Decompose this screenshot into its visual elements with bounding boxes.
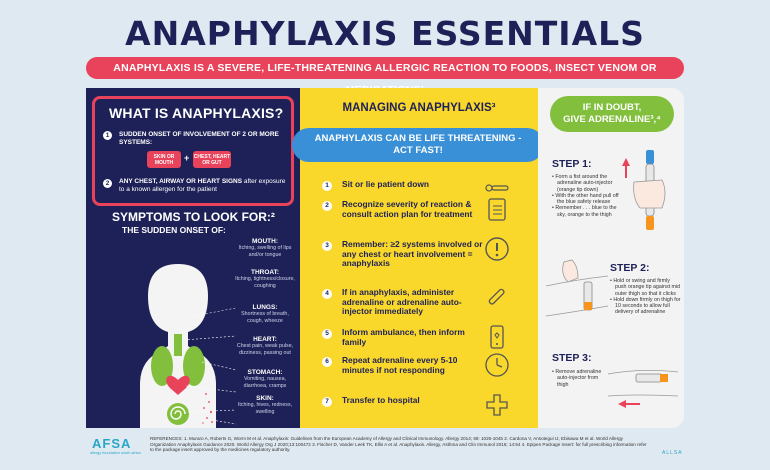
point-1-text: SUDDEN ONSET OF INVOLVEMENT OF 2 OR MORE SYSTEMS:: [119, 131, 279, 146]
point-2-text: ANY CHEST, AIRWAY OR HEART SIGNS after exposure to a known allergen for the patient: [119, 178, 286, 193]
symptom-lungs: LUNGS: Shortness of breath, cough, wheeze: [241, 304, 289, 324]
afsa-logo-subtitle: allergy foundation south africa: [90, 451, 141, 455]
step-3-instructions: • Remove adrenaline auto-injector from thigh: [552, 369, 602, 388]
step-3-heading: STEP 3:: [552, 352, 592, 364]
step-3-removal-illustration: [600, 354, 680, 414]
throat-icon: [174, 334, 182, 356]
page-title: ANAPHYLAXIS ESSENTIALS: [125, 14, 645, 53]
step-2-thigh-illustration: [544, 256, 610, 336]
allsa-logo: ALLSA: [662, 450, 683, 456]
act-fast-alert: ANAPHYLAXIS CAN BE LIFE THREATENING - ACT FAST!: [292, 128, 544, 162]
symptom-throat: THROAT: Itching, tightness/closure, coughing: [235, 269, 295, 289]
managing-title: MANAGING ANAPHYLAXIS³: [342, 102, 496, 114]
symptoms-subtitle: THE SUDDEN ONSET OF:: [122, 225, 226, 235]
pill-chest-heart-gut: CHEST, HEART OR GUT: [193, 151, 231, 168]
arrow-left-icon: [618, 400, 626, 408]
if-in-doubt-badge: IF IN DOUBT, GIVE ADRENALINE³,⁴: [550, 96, 674, 132]
step-2-instructions: • Hold or swing and firmly push orange tip against mid outer thigh so that it clicks • Hold down firmly on thigh for 10 seconds to allow full delivery of adrenaline: [610, 278, 681, 316]
right-panel: [538, 88, 684, 428]
afsa-logo: AFSA: [92, 436, 132, 451]
point-number-2: 2: [103, 179, 112, 188]
exclamation-icon: [484, 236, 510, 262]
hospital-cross-icon: [484, 392, 510, 418]
symptoms-title: SYMPTOMS TO LOOK FOR:²: [112, 210, 275, 224]
step-1-instructions: • Form a fist around the adrenaline auto-injector (orange tip down) • With the other hand pull off the blue safety release • Remember . . . blue to the sky, orange to the thigh: [552, 174, 619, 218]
plus-sign: +: [184, 153, 190, 163]
orange-tip: [646, 216, 654, 230]
point-number-1: 1: [103, 131, 112, 140]
symptom-mouth: MOUTH: Itching, swelling of lips and/or tongue: [238, 238, 292, 258]
clipboard-icon: [484, 196, 510, 222]
what-is-box: [92, 96, 294, 206]
clock-icon: [484, 352, 510, 378]
pill-skin-mouth: SKIN OR MOUTH: [147, 151, 181, 168]
definition-banner: ANAPHYLAXIS IS A SEVERE, LIFE-THREATENING ALLERGIC REACTION TO FOODS, INSECT VENOM OR: [86, 57, 684, 79]
left-panel: [86, 88, 300, 428]
references-text: REFERENCES: 1. Muraro A, Roberts G, Worm M et al. Anaphylaxis: Guidelines from the European Academy of Allergy and Clinical Immunology. Allergy 2014; 69: 1026-1045 2. Cardona V, Ansotegui IJ, Ebisawa M et al. World Allergy Organization Anaphylaxis Guidance 2020. World Allergy Org J 2020;13:100472 3. Fischer D, Vander Leek TK, Ellis A et al. Anaphylaxis. Allergy, Asthma and Clin Immunol 2018; 14:54 4. Epipen Package Insert: for full prescribing information refer to the package insert approved by the medicines regulatory authority.: [150, 436, 647, 453]
fist-icon: [634, 180, 665, 208]
symptom-heart: HEART: Chest pain, weak pulse, dizziness, passing out: [236, 336, 294, 356]
middle-panel: MANAGING ANAPHYLAXIS³ ANAPHYLAXIS CAN BE LIFE THREATENING - ACT FAST! 1 Sit or lie patient down 2 Recognize severity of reaction & consult action plan for treatment 3 Remember: ≥2 systems involved or any chest or heart involvement = anaphylaxis 4 If in anaphylaxis, administer adrenaline or adrenaline auto-injector immediately 5 Inform ambulance, then inform family 6 Repeat adrenaline every 5-10 minutes if not responding 7 Transfer to hospital: [300, 88, 538, 428]
hand-icon: [563, 260, 578, 282]
auto-injector-icon: [484, 284, 510, 310]
symptom-skin: SKIN: Itching, hives, redness, swelling: [237, 395, 293, 415]
what-is-title: WHAT IS ANAPHYLAXIS?: [109, 105, 284, 121]
step-1-hand-illustration: [618, 148, 680, 240]
step-2-heading: STEP 2:: [610, 262, 650, 274]
symptom-stomach: STOMACH: Vomiting, nausea, diarrhoea, cramps: [243, 369, 287, 389]
phone-icon: [484, 324, 510, 350]
blue-safety-release: [646, 150, 654, 164]
human-body-illustration: [90, 234, 240, 428]
step-1-heading: STEP 1:: [552, 158, 592, 170]
